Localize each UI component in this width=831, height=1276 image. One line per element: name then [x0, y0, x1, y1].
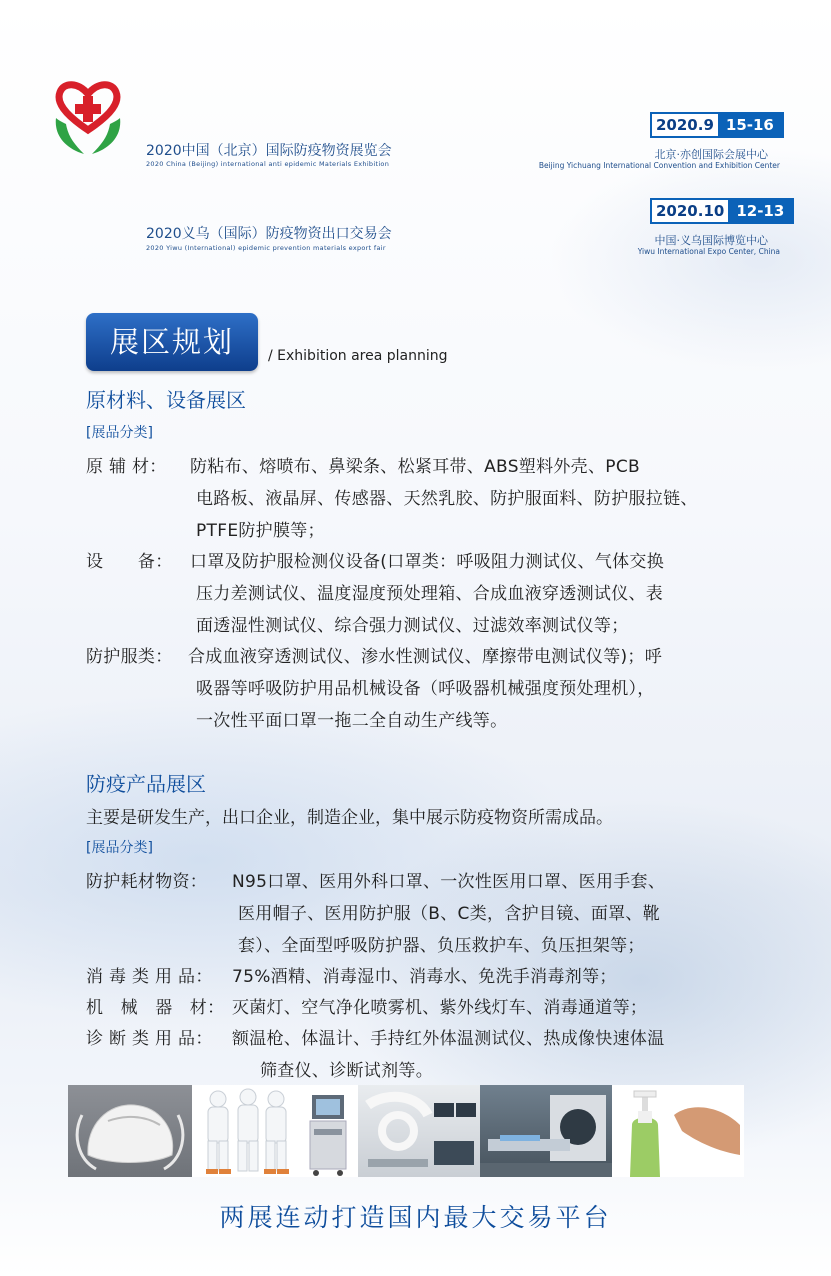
operating-room-photo	[358, 1085, 480, 1177]
zone2-row-label: 防护耗材物资：	[86, 872, 208, 892]
fair1-title-en: 2020 China (Beijing) international anti epidemic Materials Exhibition	[146, 160, 390, 168]
date-month: 2020.9	[652, 114, 718, 136]
venue-beijing-en: Beijing Yichuang International Convention and Exhibition Center	[538, 161, 780, 170]
zone2-row-text: 灭菌灯、空气净化喷雾机、紫外线灯车、消毒通道等；	[232, 998, 648, 1018]
zone1-category-tag: [展品分类]	[86, 425, 153, 441]
zone2-row-label: 诊 断 类 用 品：	[86, 1029, 213, 1049]
zone1-row-text: 一次性平面口罩一拖二全自动生产线等。	[196, 711, 508, 731]
zone1-row-text: 吸器等呼吸防护用品机械设备（呼吸器机械强度预处理机），	[196, 679, 655, 699]
zone1-title: 原材料、设备展区	[86, 388, 246, 412]
zone2-row-text: 筛查仪、诊断试剂等。	[260, 1061, 433, 1081]
zone1-row-text: PTFE防护膜等；	[196, 521, 325, 541]
slogan: 两展连动打造国内最大交易平台	[219, 1203, 612, 1232]
date-month: 2020.10	[652, 200, 728, 222]
product-photo-strip	[68, 1085, 744, 1177]
section-title-en: / Exhibition area planning	[268, 348, 448, 364]
zone1-row-text: 电路板、液晶屏、传感器、天然乳胶、防护服面料、防护服拉链、	[196, 489, 698, 509]
zone2-title: 防疫产品展区	[86, 772, 206, 796]
zone2-category-tag: [展品分类]	[86, 840, 153, 856]
fair2-title-en: 2020 Yiwu (International) epidemic prevention materials export fair	[146, 244, 386, 252]
zone1-row-label: 原 辅 材：	[86, 457, 167, 477]
n95-mask-photo	[68, 1085, 192, 1177]
zone2-row-label: 机 械 器 材：	[86, 998, 225, 1018]
zone1-row-text: 合成血液穿透测试仪、渗水性测试仪、摩擦带电测试仪等)；呼	[188, 647, 663, 667]
fair1-title-cn: 2020中国（北京）国际防疫物资展览会	[146, 143, 392, 159]
zone2-row-text: 套）、全面型呼吸防护器、负压救护车、负压担架等；	[238, 936, 645, 956]
venue-yiwu-en: Yiwu International Expo Center, China	[637, 247, 780, 256]
date-days: 15-16	[718, 114, 782, 136]
zone1-row-text: 压力差测试仪、温度湿度预处理箱、合成血液穿透测试仪、表	[196, 584, 664, 604]
hand-sanitizer-photo	[612, 1085, 744, 1177]
medical-device-photo	[298, 1085, 358, 1177]
heart-hands-logo	[50, 78, 126, 156]
zone2-row-text: 额温枪、体温计、手持红外体温测试仪、热成像快速体温	[232, 1029, 665, 1049]
zone1-row-label: 防护服类：	[86, 647, 173, 667]
venue-beijing-cn: 北京·亦创国际会展中心	[654, 148, 768, 161]
protective-suits-photo	[192, 1085, 298, 1177]
zone2-row-text: N95口罩、医用外科口罩、一次性医用口罩、医用手套、	[232, 872, 666, 892]
date-badge-beijing	[650, 112, 784, 138]
zone2-row-text: 医用帽子、医用防护服（B、C类，含护目镜、面罩、靴	[238, 904, 661, 924]
venue-yiwu-cn: 中国·义乌国际博览中心	[654, 234, 768, 247]
zone1-row-text: 口罩及防护服检测仪设备(口罩类：呼吸阻力测试仪、气体交换	[190, 552, 665, 572]
mri-scanner-photo	[480, 1085, 612, 1177]
zone2-row-text: 75%酒精、消毒湿巾、消毒水、免洗手消毒剂等；	[232, 967, 617, 987]
fair2-title-cn: 2020义乌（国际）防疫物资出口交易会	[146, 226, 392, 242]
date-days: 12-13	[728, 200, 792, 222]
date-badge-yiwu	[650, 198, 794, 224]
zone2-row-label: 消 毒 类 用 品：	[86, 967, 213, 987]
zone1-row-text: 防粘布、熔喷布、鼻梁条、松紧耳带、ABS塑料外壳、PCB	[190, 457, 640, 477]
zone1-row-label: 设 备：	[86, 552, 173, 572]
section-title-badge: 展区规划	[86, 313, 258, 371]
zone2-intro: 主要是研发生产，出口企业，制造企业，集中展示防疫物资所需成品。	[86, 808, 613, 828]
zone1-row-text: 面透湿性测试仪、综合强力测试仪、过滤效率测试仪等；	[196, 616, 629, 636]
